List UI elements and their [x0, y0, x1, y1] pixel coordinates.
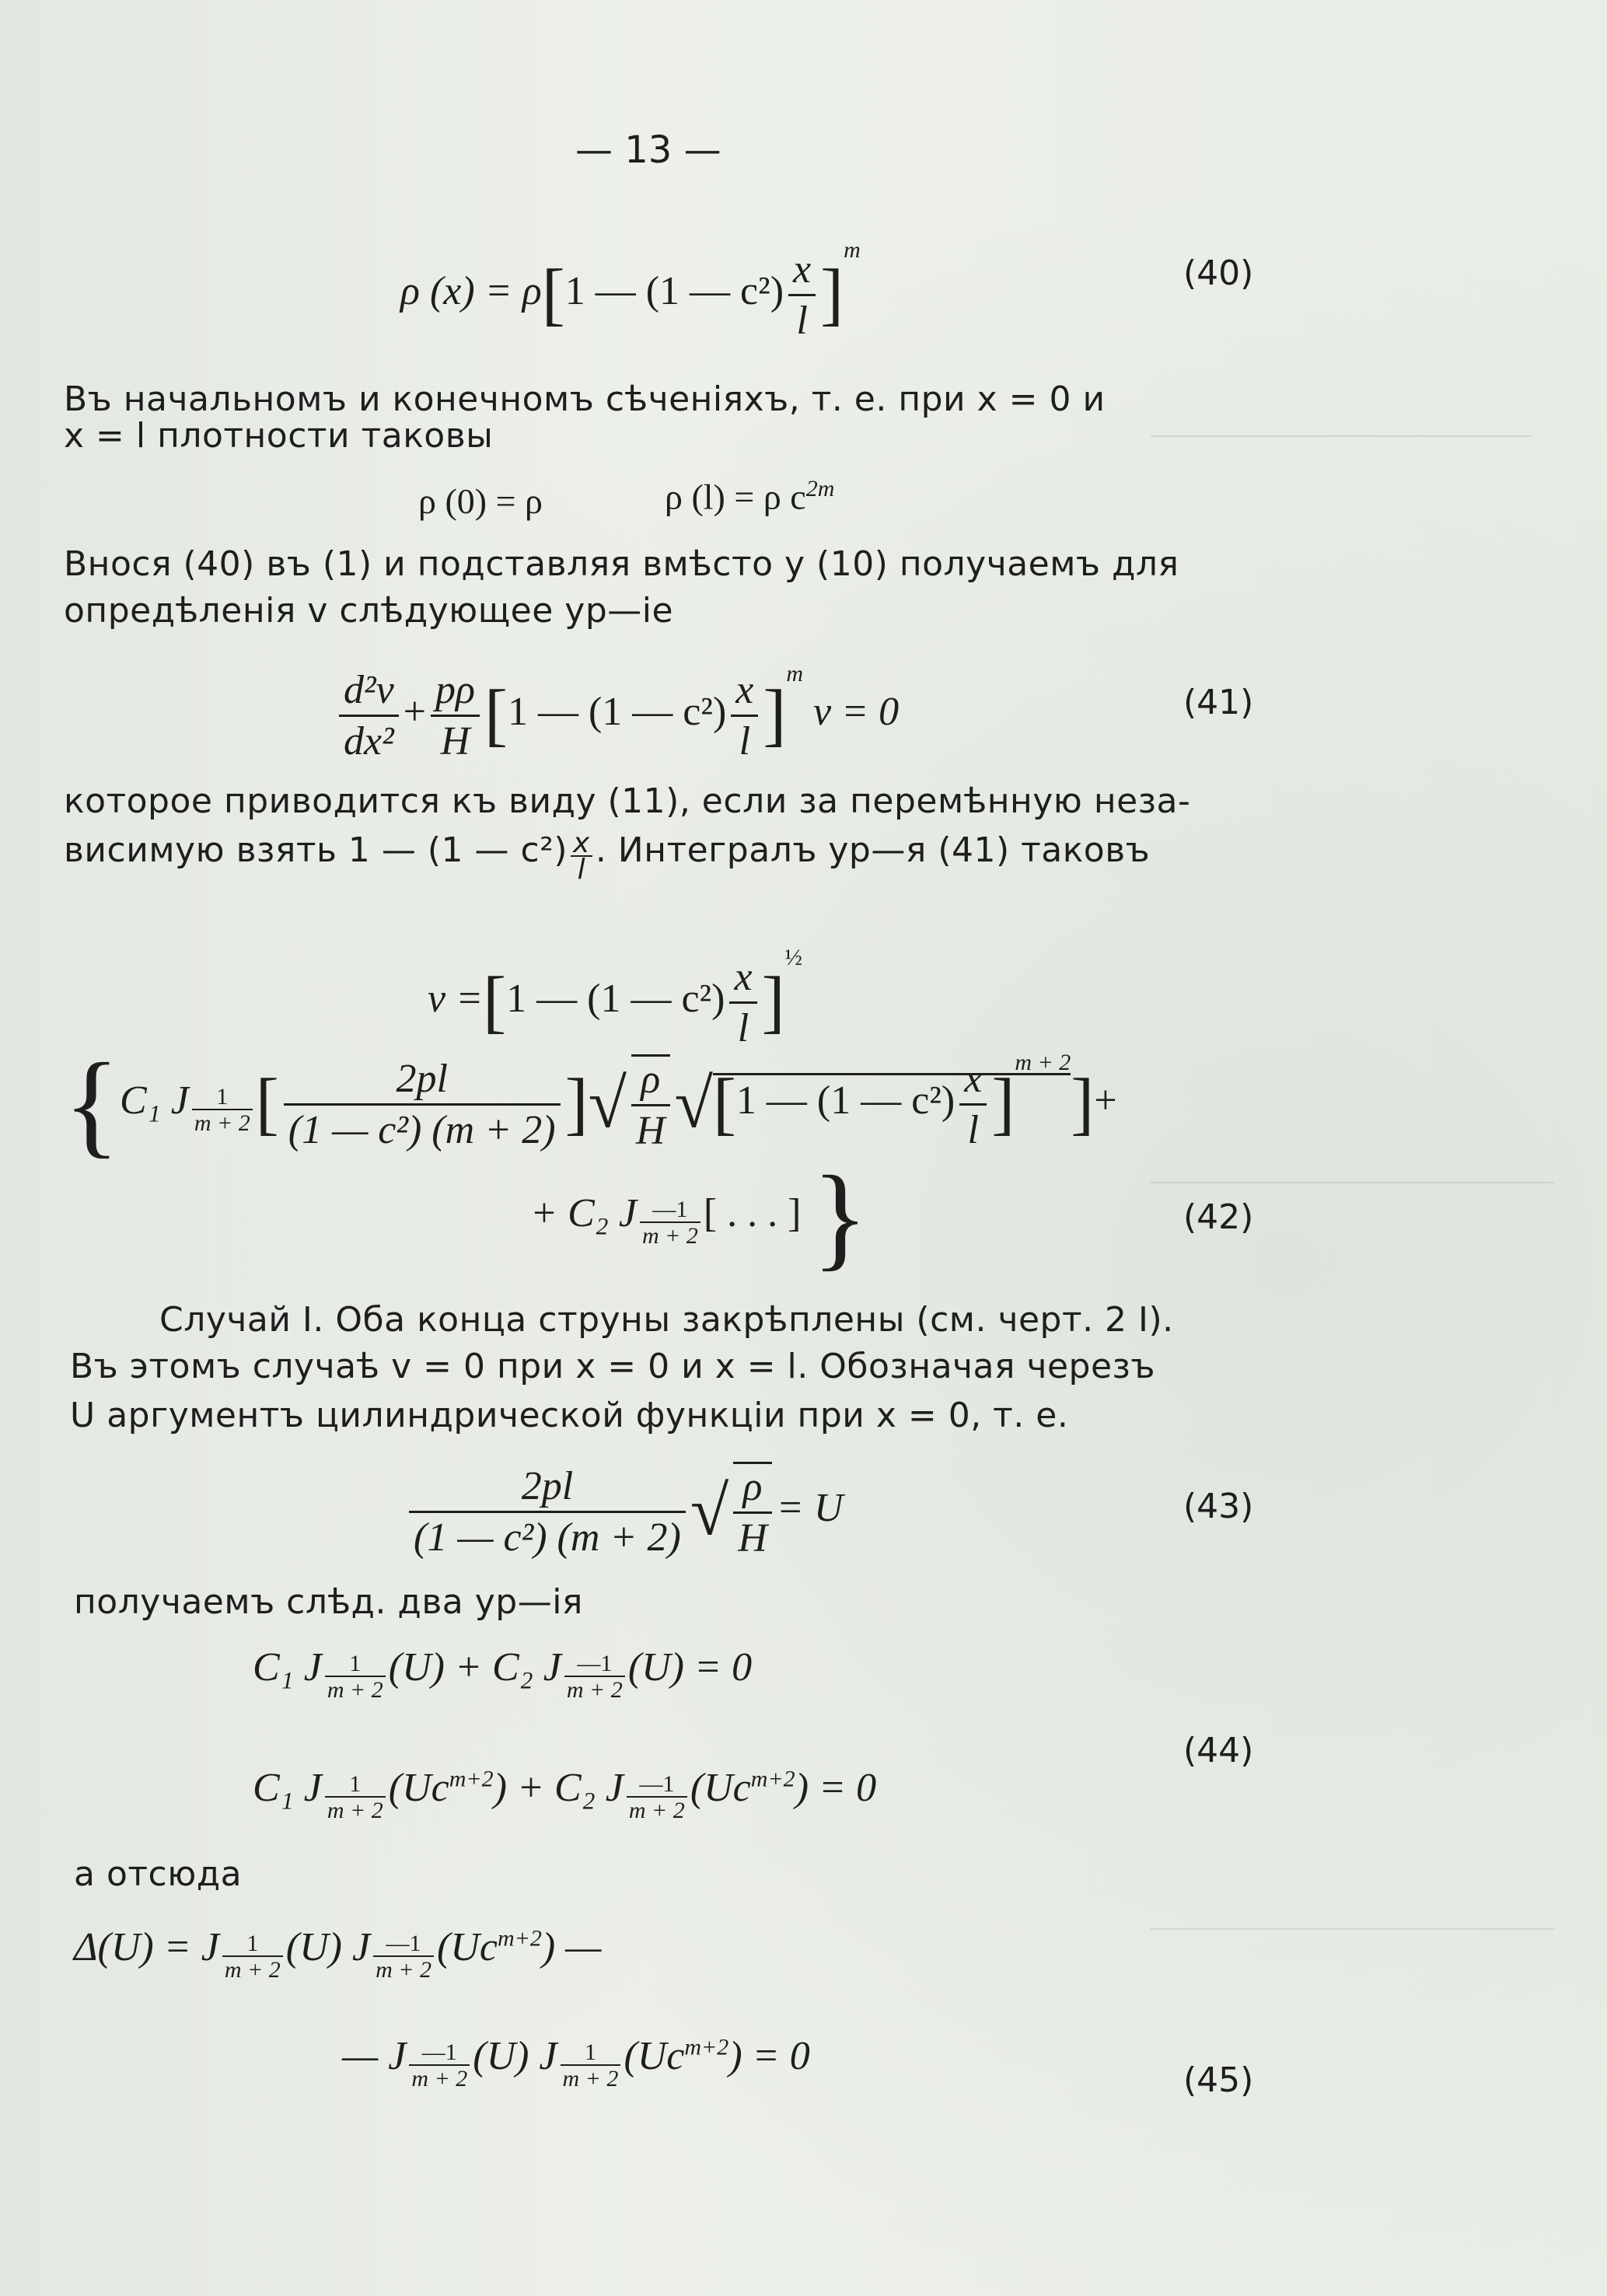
eq44-l1c: (U) = 0: [627, 1645, 753, 1690]
equation-44-line-1: [253, 1644, 752, 1704]
eq45-sub-den: m + 2: [224, 1957, 281, 1983]
eq44-neg: —: [577, 1651, 601, 1676]
eq44-l1b: (U) + C₂ J: [388, 1645, 561, 1690]
eq42-jsub-num: 1: [192, 1085, 253, 1110]
rho-at-l-base: ρ (l) = ρ c: [665, 477, 806, 517]
eq45-l1d: ) —: [541, 1925, 602, 1969]
eq41-den: l: [739, 718, 751, 764]
eq42-sqrt2: 1 — (1 — c²): [735, 1078, 955, 1123]
eq42-arg-num: 2pl: [284, 1056, 561, 1106]
eq40-lhs: ρ (x) = ρ: [400, 269, 542, 313]
eq43-sqrt-num: ρ: [733, 1464, 772, 1514]
eq43-den: (1 — c²) (m + 2): [414, 1515, 681, 1560]
eq44-l2a: C₁ J: [253, 1766, 322, 1810]
eq45-l2c: (Uc: [624, 2034, 685, 2078]
equation-number-42: (42): [1183, 1197, 1254, 1237]
equation-42-line-1: v =[1 — (1 — c²) $\frac{x}{l}$ ]$^{\frac{1}{2}}$: [428, 945, 803, 1050]
eq45-neg-sub-den: m + 2: [376, 1957, 431, 1983]
eq44-l1a: C₁ J: [253, 1645, 322, 1690]
eq41-prho: pρ: [431, 667, 480, 717]
eq45-l2-exp: m+2: [684, 2034, 729, 2060]
rho-at-l-exp: 2m: [805, 476, 835, 501]
equation-42-line-2: {C₁ J $\frac{1}{m + 2}$ [ $\frac{2pl}{\text{(1 — c²) (m + 2)}}$ ]√ $\frac{\rho}{H}$ √[1 — (1 — c²) $\frac{x}{l}$ ]$^{m + 2}$]+: [64, 1040, 1117, 1169]
eq42-arg-den: (1 — c²) (m + 2): [288, 1107, 556, 1152]
eq42-num: x: [729, 954, 756, 1004]
eq45-l1-exp: m+2: [497, 1925, 542, 1952]
eq44-neg-sub-den: m + 2: [566, 1677, 623, 1703]
eq45-l2-sub-den: m + 2: [562, 2066, 619, 2092]
eq45-l1a: Δ(U) = J: [74, 1925, 219, 1969]
paragraph-3-line-2b: . Интегралъ ур—я (41) таковъ: [595, 830, 1151, 870]
eq45-l2a: — J: [342, 2034, 407, 2078]
paragraph-3-line-2: [64, 827, 1151, 886]
eq45-l2-neg: —: [421, 2039, 445, 2065]
equation-number-43: (43): [1183, 1487, 1254, 1526]
paragraph-1-line-1: Въ начальномъ и конечномъ сѣченіяхъ, т. е. при x = 0 и: [64, 379, 1106, 419]
eq41-tail: v = 0: [813, 690, 900, 734]
paragraph-4-line-2: Въ этомъ случаѣ v = 0 при x = 0 и x = l. Обозначая черезъ: [70, 1347, 1156, 1386]
eq42-sqrt1-num: ρ: [631, 1057, 670, 1106]
eq41-bracket: 1 — (1 — c²): [507, 690, 727, 734]
eq44-l2-neg-sub-den: m + 2: [628, 1798, 685, 1823]
eq44-l2-sub-num: 1: [325, 1773, 386, 1798]
equation-44-line-2: [253, 1765, 876, 1824]
eq42-sqrt2-den: l: [967, 1107, 979, 1152]
eq45-neg-sub-num: 1: [409, 1931, 421, 1956]
eq41-num: x: [731, 667, 758, 717]
eq41-d2v: d²v: [339, 667, 399, 717]
eq44-neg-sub-num: 1: [600, 1651, 613, 1676]
eq42-bracket: 1 — (1 — c²): [506, 977, 725, 1021]
eq42-jsub-den: m + 2: [194, 1110, 250, 1136]
equation-number-45: (45): [1183, 2060, 1254, 2100]
eq41-exp: m: [786, 661, 804, 687]
eq45-sub-num: 1: [222, 1932, 283, 1957]
eq45-l2b: (U) J: [473, 2034, 557, 2078]
eq42-exp: ½: [784, 945, 803, 970]
equation-45-line-1: [74, 1924, 601, 1983]
eq42-c1j: C₁ J: [120, 1078, 189, 1123]
eq42-plus: +: [1094, 1078, 1117, 1123]
eq44-l2-exp1: m+2: [449, 1766, 494, 1792]
paragraph-1-line-2: x = l плотности таковы: [64, 416, 494, 456]
eq40-den: l: [796, 298, 808, 343]
eq44-sub-den: m + 2: [327, 1677, 383, 1703]
eq42-den: l: [737, 1005, 749, 1050]
eq45-l2-sub-num: 1: [561, 2041, 621, 2066]
bleed-through-line: [1151, 1928, 1555, 1930]
paragraph-4-line-3: U аргументъ цилиндрической функціи при x = 0, т. е.: [70, 1396, 1069, 1435]
eq41-H: H: [440, 718, 470, 764]
bleed-through-line: [1151, 1182, 1555, 1183]
eq42-sqrt1-den: H: [635, 1109, 666, 1153]
para3-den: l: [577, 854, 586, 886]
equation-42-line-3: + C₂ J $\frac{—1}{m + 2}$ [ . . . ]}: [530, 1152, 868, 1281]
eq45-l1c: (Uc: [436, 1925, 498, 1969]
eq45-l1b: (U) J: [285, 1925, 371, 1969]
eq42-lhs: v =: [428, 977, 484, 1021]
eq44-l2d: (Uc: [690, 1766, 751, 1810]
eq43-sqrt-den: H: [738, 1516, 767, 1560]
equation-41: $\frac{\text{d²v}}{\text{dx²}}$ + $\frac{p\rho}{H}$ [1 — (1 — c²) $\frac{x}{l}$ ]$^m$ v = 0: [334, 661, 899, 764]
paragraph-5: получаемъ слѣд. два ур—ія: [74, 1582, 583, 1622]
eq42-neg: —: [652, 1196, 676, 1222]
eq42-negsub-num: 1: [676, 1196, 688, 1222]
eq44-l2e: ) = 0: [795, 1766, 877, 1810]
page-number: — 13 —: [575, 128, 721, 172]
equation-number-40: (40): [1183, 253, 1254, 293]
eq42-dots: [ . . . ]: [703, 1190, 802, 1235]
paragraph-2-line-2: опредѣленія v слѣдующее ур—іе: [64, 591, 674, 631]
eq44-l2-sub-den: m + 2: [327, 1798, 383, 1823]
eq43-num: 2pl: [409, 1463, 686, 1513]
eq45-l2-neg-sub-den: m + 2: [411, 2066, 468, 2092]
rho-at-l: [665, 476, 834, 517]
eq45-l2-neg-sub-num: 1: [445, 2039, 457, 2065]
eq42-negsub-den: m + 2: [641, 1222, 698, 1249]
rho-at-zero: ρ (0) = ρ: [418, 481, 543, 521]
eq40-exp: m: [844, 237, 861, 263]
equation-40: ρ (x) = ρ[1 — (1 — c²) $\frac{x}{l}$ ]$^m$: [400, 237, 861, 343]
eq42-line3: + C₂ J: [530, 1190, 637, 1235]
paragraph-6: а отсюда: [74, 1854, 243, 1894]
eq40-bracket: 1 — (1 — c²): [564, 269, 784, 313]
eq44-l2-neg-sub-num: 1: [662, 1771, 675, 1797]
paragraph-3-line-2a: висимую взять 1 — (1 — c²): [64, 830, 568, 870]
paragraph-2-line-1: Внося (40) въ (1) и подставляя вмѣсто y (10) получаемъ для: [64, 544, 1179, 584]
para3-num: x: [571, 832, 592, 857]
eq41-plus: +: [403, 690, 426, 734]
eq44-l2-neg: —: [639, 1771, 663, 1797]
bleed-through-line: [1151, 435, 1532, 437]
eq42-sqrt2-exp: m + 2: [1015, 1049, 1071, 1075]
equation-43: $\frac{2pl}{\text{(1 — c²) (m + 2)}}$ √ $\frac{\rho}{H}$ = U: [404, 1462, 843, 1561]
eq44-l2b: (Uc: [388, 1766, 449, 1810]
eq45-neg: —: [386, 1931, 410, 1956]
equation-number-44: (44): [1183, 1731, 1254, 1770]
eq42-sqrt2-num: x: [959, 1056, 987, 1106]
eq43-rhs: = U: [776, 1485, 844, 1530]
eq44-l2-exp2: m+2: [750, 1766, 795, 1792]
eq44-sub-num: 1: [325, 1652, 386, 1677]
equation-45-line-2: [342, 2033, 810, 2092]
paragraph-4-line-1: Случай I. Оба конца струны закрѣплены (см. черт. 2 I).: [159, 1300, 1174, 1340]
eq45-l2d: ) = 0: [728, 2034, 810, 2078]
eq44-l2c: ) + C₂ J: [493, 1766, 624, 1810]
equation-number-41: (41): [1183, 683, 1254, 722]
paragraph-3-line-1: которое приводится къ виду (11), если за перемѣнную неза-: [64, 781, 1191, 821]
eq40-num: x: [788, 246, 816, 296]
eq41-dx2: dx²: [344, 718, 394, 764]
